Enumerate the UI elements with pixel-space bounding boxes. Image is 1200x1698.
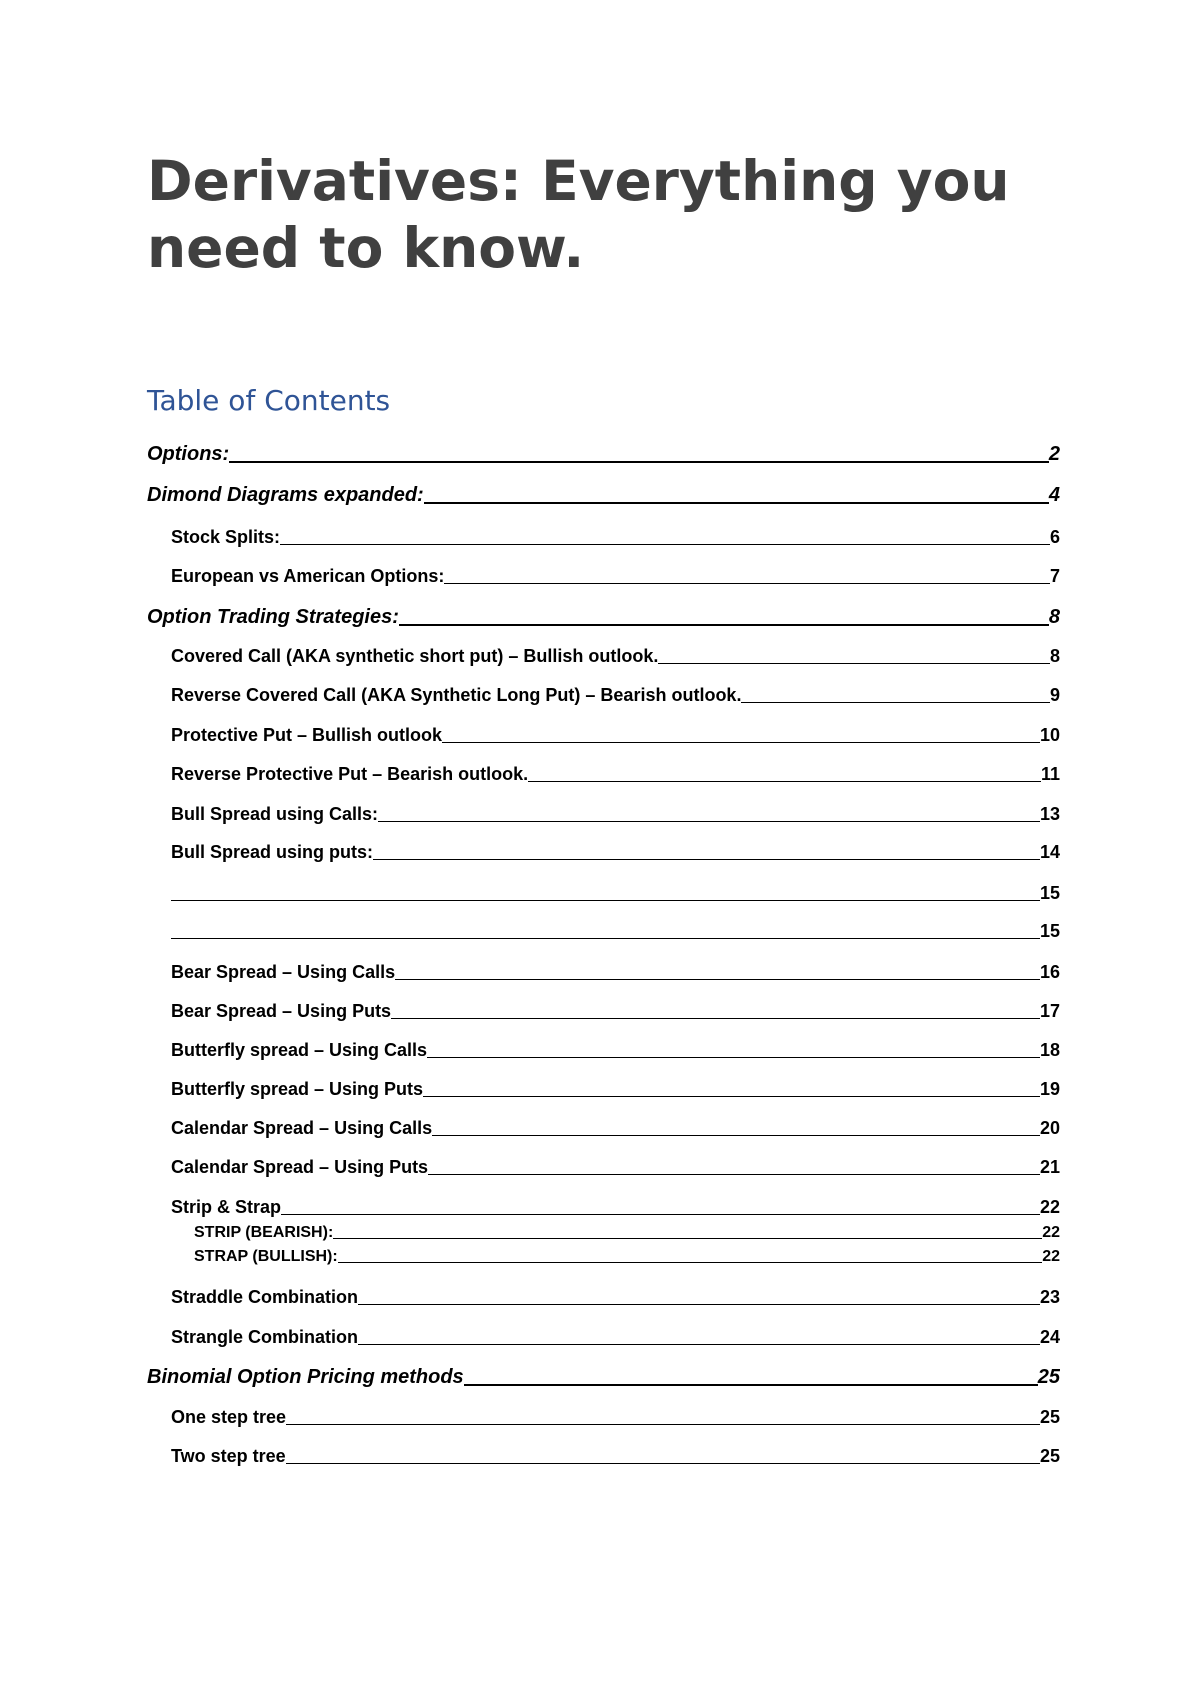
toc-entry[interactable]	[171, 918, 1060, 942]
toc-entry-label: European vs American Options:	[171, 566, 445, 586]
toc-leader-line	[333, 1238, 1042, 1239]
toc-heading: Table of Contents	[147, 384, 391, 417]
toc-leader-line	[171, 900, 1040, 901]
toc-entry-label: Calendar Spread – Using Puts	[171, 1157, 429, 1177]
toc-leader-line	[378, 821, 1040, 822]
toc-entry[interactable]	[171, 1284, 1060, 1308]
toc-entry[interactable]	[171, 1324, 1060, 1348]
toc-entry[interactable]	[171, 524, 1060, 548]
toc-leader-line	[391, 1018, 1040, 1019]
toc-entry[interactable]	[171, 643, 1060, 667]
toc-entry-label: Reverse Protective Put – Bearish outlook.	[171, 764, 529, 784]
toc-entry-page-number: 18	[1039, 1040, 1060, 1060]
toc-entry-label: Two step tree	[171, 1446, 286, 1466]
toc-entry[interactable]	[147, 440, 1060, 466]
toc-entry-page-number: 19	[1039, 1079, 1060, 1099]
toc-entry-label: One step tree	[171, 1407, 287, 1427]
toc-entry-page-number: 25	[1037, 1366, 1060, 1388]
toc-entry-label: Options:	[147, 443, 230, 465]
toc-leader-line	[395, 979, 1040, 980]
toc-entry-label: STRAP (BULLISH):	[194, 1248, 338, 1265]
toc-entry-page-number: 8	[1048, 606, 1060, 628]
toc-entry-page-number: 15	[1039, 883, 1060, 903]
toc-entry-page-number: 2	[1048, 443, 1060, 465]
toc-leader-line	[358, 1344, 1040, 1345]
toc-entry-label: STRIP (BEARISH):	[194, 1224, 334, 1241]
toc-entry-label: Bull Spread using Calls:	[171, 804, 379, 824]
toc-entry[interactable]	[171, 880, 1060, 904]
toc-entry[interactable]	[147, 603, 1060, 629]
toc-leader-line	[399, 624, 1049, 626]
toc-entry-page-number: 4	[1048, 484, 1060, 506]
toc-entry-page-number: 11	[1040, 764, 1060, 784]
toc-entry-page-number: 25	[1039, 1407, 1060, 1427]
toc-entry[interactable]	[194, 1245, 1060, 1266]
toc-leader-line	[442, 742, 1040, 743]
toc-leader-line	[464, 1384, 1038, 1386]
toc-entry-page-number: 25	[1039, 1446, 1060, 1466]
toc-entry-label: Stock Splits:	[171, 527, 281, 547]
document-title: Derivatives: Everything you need to know.	[147, 149, 1010, 280]
toc-leader-line	[444, 583, 1050, 584]
toc-entry-page-number: 21	[1039, 1157, 1060, 1177]
toc-entry-label: Covered Call (AKA synthetic short put) – Bullish outlook.	[171, 646, 659, 666]
toc-leader-line	[229, 461, 1049, 463]
toc-entry-label: Strangle Combination	[171, 1327, 359, 1347]
toc-leader-line	[338, 1262, 1043, 1263]
toc-entry-label: Protective Put – Bullish outlook	[171, 725, 443, 745]
toc-entry[interactable]	[147, 1363, 1060, 1389]
toc-entry-page-number: 14	[1039, 842, 1060, 862]
toc-entry[interactable]	[171, 722, 1060, 746]
toc-entry[interactable]	[171, 959, 1060, 983]
toc-leader-line	[373, 859, 1040, 860]
toc-entry[interactable]	[171, 1443, 1060, 1467]
toc-leader-line	[171, 938, 1040, 939]
toc-leader-line	[424, 502, 1049, 504]
toc-entry-label: Reverse Covered Call (AKA Synthetic Long Put) – Bearish outlook.	[171, 685, 742, 705]
toc-entry[interactable]	[171, 1154, 1060, 1178]
toc-entry[interactable]	[171, 761, 1060, 785]
toc-entry[interactable]	[171, 801, 1060, 825]
toc-leader-line	[741, 702, 1050, 703]
toc-entry[interactable]	[171, 1404, 1060, 1428]
toc-entry-page-number: 6	[1049, 527, 1060, 547]
toc-entry-label: Binomial Option Pricing methods	[147, 1366, 464, 1388]
toc-entry-page-number: 10	[1039, 725, 1060, 745]
toc-entry-page-number: 13	[1039, 804, 1060, 824]
toc-leader-line	[528, 781, 1041, 782]
toc-entry[interactable]	[147, 481, 1060, 507]
toc-entry-label: Dimond Diagrams expanded:	[147, 484, 424, 506]
toc-entry-label: Bull Spread using puts:	[171, 842, 374, 862]
toc-entry-label: Straddle Combination	[171, 1287, 359, 1307]
toc-leader-line	[428, 1174, 1040, 1175]
toc-entry-page-number: 15	[1039, 921, 1060, 941]
toc-entry-page-number: 22	[1039, 1197, 1060, 1217]
toc-entry-page-number: 8	[1049, 646, 1060, 666]
toc-entry-label: Calendar Spread – Using Calls	[171, 1118, 433, 1138]
toc-entry-page-number: 22	[1042, 1224, 1060, 1241]
toc-entry[interactable]	[171, 563, 1060, 587]
toc-entry[interactable]	[171, 1037, 1060, 1061]
toc-leader-line	[427, 1057, 1040, 1058]
toc-leader-line	[432, 1135, 1040, 1136]
toc-entry-page-number: 20	[1039, 1118, 1060, 1138]
toc-entry[interactable]	[171, 1076, 1060, 1100]
toc-entry-page-number: 7	[1049, 566, 1060, 586]
toc-entry-label: Option Trading Strategies:	[147, 606, 399, 628]
toc-entry-label: Bear Spread – Using Calls	[171, 962, 396, 982]
toc-entry-label: Butterfly spread – Using Calls	[171, 1040, 428, 1060]
toc-entry-label: Bear Spread – Using Puts	[171, 1001, 392, 1021]
toc-entry-label: Strip & Strap	[171, 1197, 282, 1217]
toc-entry[interactable]	[171, 1115, 1060, 1139]
toc-entry[interactable]	[171, 839, 1060, 863]
toc-entry[interactable]	[171, 998, 1060, 1022]
toc-leader-line	[423, 1096, 1040, 1097]
toc-leader-line	[281, 1214, 1040, 1215]
toc-entry[interactable]	[194, 1221, 1060, 1242]
toc-leader-line	[358, 1304, 1040, 1305]
toc-entry-page-number: 23	[1039, 1287, 1060, 1307]
toc-leader-line	[280, 544, 1050, 545]
toc-leader-line	[286, 1463, 1040, 1464]
toc-entry[interactable]	[171, 682, 1060, 706]
toc-leader-line	[658, 663, 1050, 664]
toc-entry-page-number: 22	[1042, 1248, 1060, 1265]
toc-leader-line	[286, 1424, 1040, 1425]
toc-entry-page-number: 17	[1039, 1001, 1060, 1021]
toc-entry[interactable]	[171, 1194, 1060, 1218]
toc-entry-page-number: 9	[1049, 685, 1060, 705]
toc-entry-page-number: 24	[1039, 1327, 1060, 1347]
toc-entry-label: Butterfly spread – Using Puts	[171, 1079, 424, 1099]
toc-entry-page-number: 16	[1039, 962, 1060, 982]
